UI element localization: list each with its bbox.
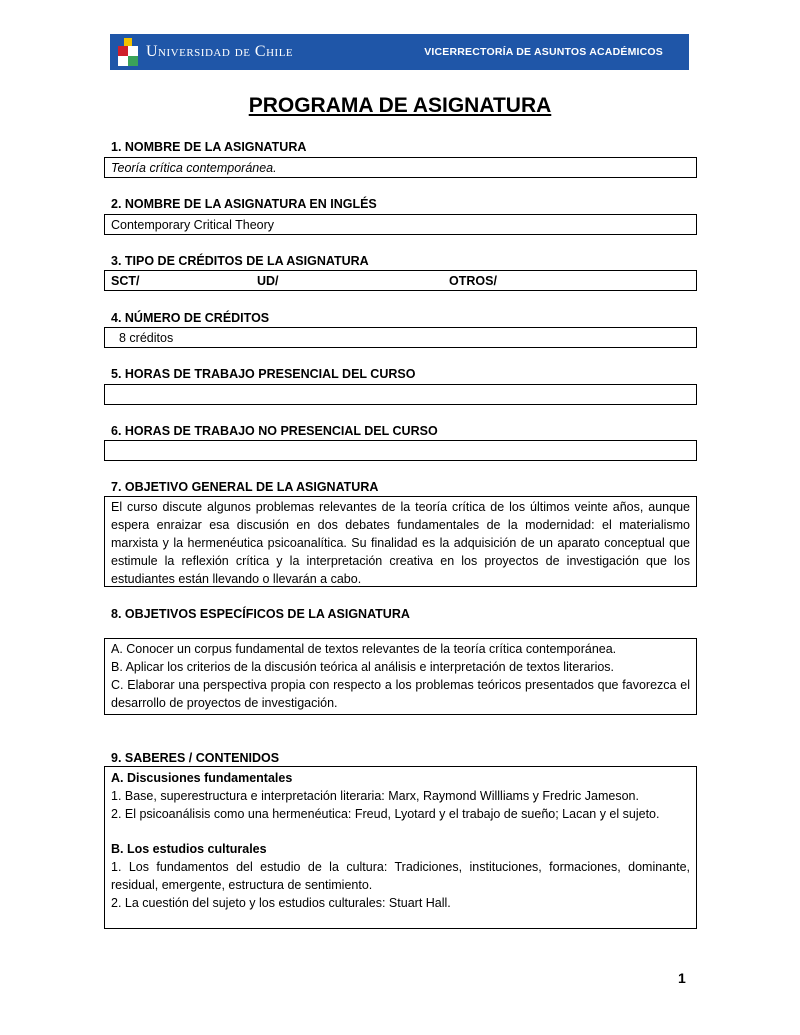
contents-a-item-2: 2. El psicoanálisis como una hermenéutica: Freud, Lyotard y el trabajo de sueño; Lacan y el sujeto. <box>111 807 660 821</box>
credit-ud: UD/ <box>257 273 279 288</box>
page-title: PROGRAMA DE ASIGNATURA <box>248 94 552 117</box>
section-1-box <box>104 157 697 178</box>
credit-otros: OTROS/ <box>449 273 497 288</box>
section-1-label: 1. NOMBRE DE LA ASIGNATURA <box>111 140 307 154</box>
contents-b-title: B. Los estudios culturales <box>111 842 267 856</box>
section-9-label: 9. SABERES / CONTENIDOS <box>111 751 280 765</box>
credit-types-row <box>111 272 497 290</box>
course-name-english: Contemporary Critical Theory <box>111 217 275 232</box>
contents-a-title: A. Discusiones fundamentales <box>111 771 293 785</box>
header-banner <box>110 34 689 70</box>
specific-objective-a: A. Conocer un corpus fundamental de textos relevantes de la teoría crítica contemporánea. <box>111 642 617 656</box>
section-6-label: 6. HORAS DE TRABAJO NO PRESENCIAL DEL CURSO <box>111 424 438 438</box>
contents-a-item-1: 1. Base, superestructura e interpretación literaria: Marx, Raymond Willliams y Fredric Jameson. <box>111 789 639 803</box>
section-3-box <box>104 270 697 291</box>
section-7-label: 7. OBJETIVO GENERAL DE LA ASIGNATURA <box>111 480 379 494</box>
university-name: Universidad de Chile <box>146 43 294 60</box>
section-5-box <box>104 384 697 405</box>
section-6-box <box>104 440 697 461</box>
section-4-label: 4. NÚMERO DE CRÉDITOS <box>111 311 270 325</box>
university-brand <box>118 38 293 66</box>
section-8-label: 8. OBJETIVOS ESPECÍFICOS DE LA ASIGNATURA <box>111 607 410 621</box>
general-objective-text: El curso discute algunos problemas relevantes de la teoría crítica de los últimos veinte años, aunque espera enraizar esa discusión en dos debates fundamentales de la modernidad: el materialismo marxista y la hermenéutica psicoanalítica. Su finalidad es la adquisición de un aparato conceptual que estimule la reflexión crítica y la interpretación creativa en los proyectos de investigación que los estudiantes están llevando o llevarán a cabo. <box>111 500 690 586</box>
specific-objective-b: B. Aplicar los criterios de la discusión teórica al análisis e interpretación de textos literarios. <box>111 660 615 674</box>
university-logo-icon <box>118 38 138 66</box>
vicerrectoria-label: VICERRECTORÍA DE ASUNTOS ACADÉMICOS <box>424 46 663 58</box>
section-2-box <box>104 214 697 235</box>
contents-spacer <box>111 823 690 840</box>
section-5-label: 5. HORAS DE TRABAJO PRESENCIAL DEL CURSO <box>111 367 416 381</box>
course-name: Teoría crítica contemporánea. <box>111 160 277 175</box>
page-number: 1 <box>678 970 686 986</box>
contents-b-item-2: 2. La cuestión del sujeto y los estudios culturales: Stuart Hall. <box>111 896 451 910</box>
contents-b-item-1: 1. Los fundamentos del estudio de la cultura: Tradiciones, instituciones, formaciones, dominante, residual, emergente, estructura de sentimiento. <box>111 860 690 892</box>
section-9-box <box>104 766 697 929</box>
section-3-label: 3. TIPO DE CRÉDITOS DE LA ASIGNATURA <box>111 254 369 268</box>
section-7-box <box>104 496 697 587</box>
credit-sct: SCT/ <box>111 273 140 288</box>
specific-objective-c: C. Elaborar una perspectiva propia con respecto a los problemas teóricos presentados que favorezca el desarrollo de proyectos de investigación. <box>111 678 690 710</box>
section-2-label: 2. NOMBRE DE LA ASIGNATURA EN INGLÉS <box>111 197 377 211</box>
section-4-box <box>104 327 697 348</box>
credit-count: 8 créditos <box>119 330 174 345</box>
section-8-box <box>104 638 697 715</box>
